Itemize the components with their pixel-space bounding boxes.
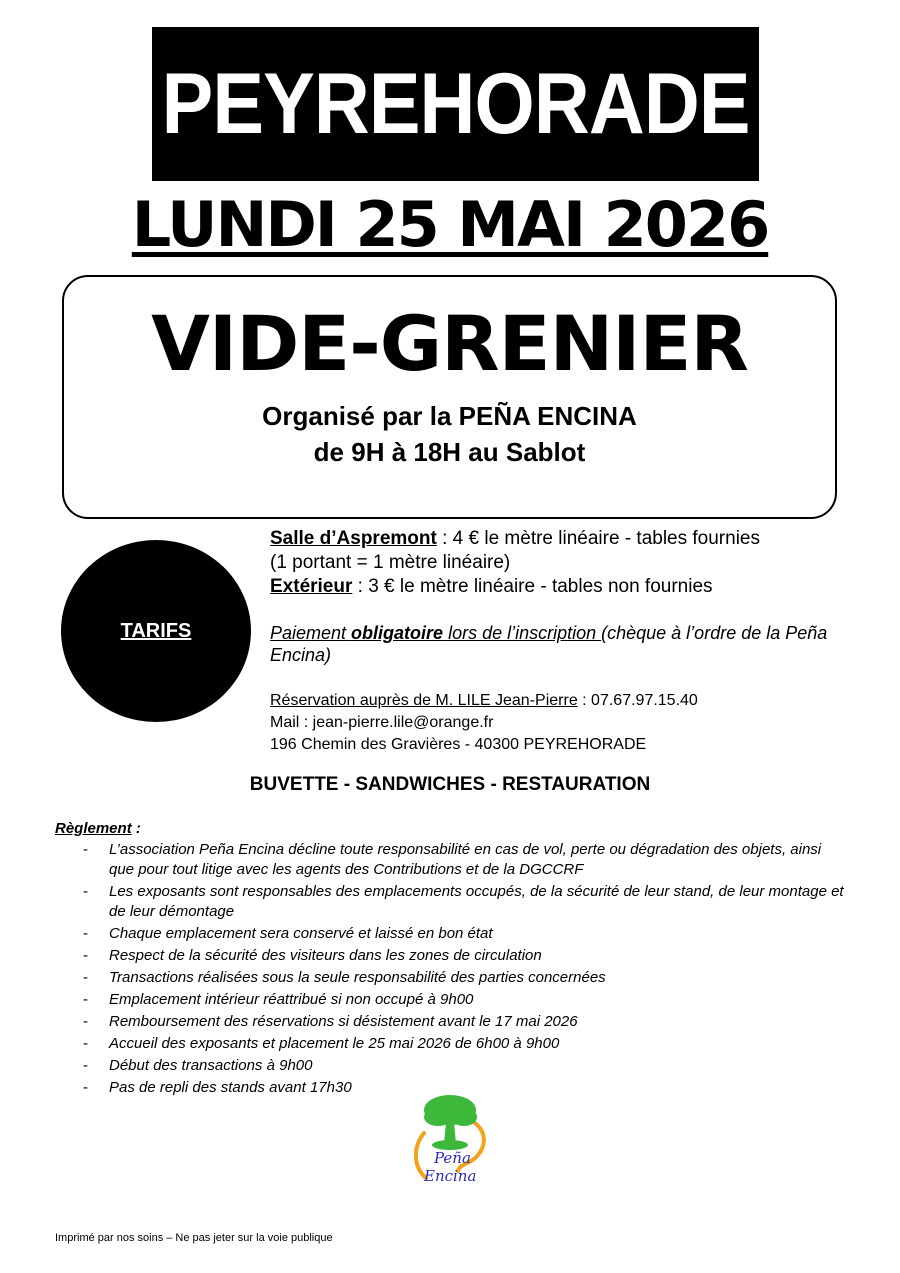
tarif-outdoor-place: Extérieur <box>270 576 353 597</box>
event-hours: de 9H à 18H au Sablot <box>313 437 586 467</box>
event-box <box>62 275 837 519</box>
tarif-indoor <box>270 527 860 551</box>
rule-item: - Remboursement des réservations si désistement avant le 17 mai 2026 <box>80 1012 850 1032</box>
tarif-outdoor-price: : 3 € le mètre linéaire - tables non fournies <box>352 576 713 597</box>
reservation-info <box>270 690 860 756</box>
reservation-mail: Mail : jean-pierre.lile@orange.fr <box>270 714 494 731</box>
rules-title-text: Règlement <box>55 820 132 837</box>
tarif-indoor-place: Salle d’Aspremont <box>270 528 437 549</box>
buvette-banner: BUVETTE - SANDWICHES - RESTAURATION <box>249 774 651 795</box>
rule-item: - Les exposants sont responsables des emplacements occupés, de la sécurité de leur stand, de leur montage et de leur démontage <box>80 882 850 922</box>
rule-item: - L’association Peña Encina décline toute responsabilité en cas de vol, perte ou dégradation des objets, ainsi que pour tout litige avec les agents des Contributions et de la DGCCRF <box>80 840 850 880</box>
rules-title <box>55 820 141 837</box>
logo-tree-canopy <box>451 1108 477 1126</box>
tarif-indoor-price: : 4 € le mètre linéaire - tables fournies <box>436 528 760 549</box>
town-banner <box>152 27 759 181</box>
rule-item: - Pas de repli des stands avant 17h30 <box>80 1078 850 1098</box>
reservation-address: 196 Chemin des Gravières - 40300 PEYREHORADE <box>270 736 647 753</box>
payment-part-3: lors de l’inscription <box>443 623 602 643</box>
tarifs-badge <box>61 540 251 722</box>
payment-mandatory: obligatoire <box>351 623 444 643</box>
rule-item: - Emplacement intérieur réattribué si non occupé à 9h00 <box>80 990 850 1010</box>
town-name: PEYREHORADE <box>161 55 750 152</box>
rules-list <box>80 840 850 1100</box>
rule-item: - Accueil des exposants et placement le 25 mai 2026 de 6h00 à 9h00 <box>80 1034 850 1054</box>
event-title: VIDE-GRENIER <box>151 299 748 388</box>
footer-note: Imprimé par nos soins – Ne pas jeter sur la voie publique <box>55 1232 333 1244</box>
tarif-outdoor <box>270 575 860 599</box>
reservation-contact: Réservation auprès de M. LILE Jean-Pierre <box>270 692 578 709</box>
tarifs-label: TARIFS <box>120 619 192 642</box>
rule-item: - Transactions réalisées sous la seule responsabilité des parties concernées <box>80 968 850 988</box>
reservation-contact-line <box>270 690 860 712</box>
logo-text-encina: Encina <box>424 1167 477 1185</box>
event-date <box>0 188 900 261</box>
rule-item: - Respect de la sécurité des visiteurs dans les zones de circulation <box>80 946 850 966</box>
payment-part-1: Paiement <box>270 623 352 643</box>
payment-note <box>270 622 860 666</box>
event-date-text: LUNDI 25 MAI 2026 <box>131 188 769 261</box>
event-organizer: Organisé par la PEÑA ENCINA <box>262 401 637 431</box>
rules-title-suffix: : <box>131 820 141 837</box>
pena-encina-logo <box>410 1093 490 1188</box>
tarif-indoor-note: (1 portant = 1 mètre linéaire) <box>270 552 511 573</box>
tarif-details <box>270 527 860 599</box>
payment-part-4: (chèque à l’ordre de la Peña Encina) <box>270 623 828 665</box>
reservation-phone: : 07.67.97.15.40 <box>577 692 698 709</box>
rule-item: - Chaque emplacement sera conservé et laissé en bon état <box>80 924 850 944</box>
rule-item: - Début des transactions à 9h00 <box>80 1056 850 1076</box>
logo-text-pena: Peña <box>434 1149 471 1167</box>
